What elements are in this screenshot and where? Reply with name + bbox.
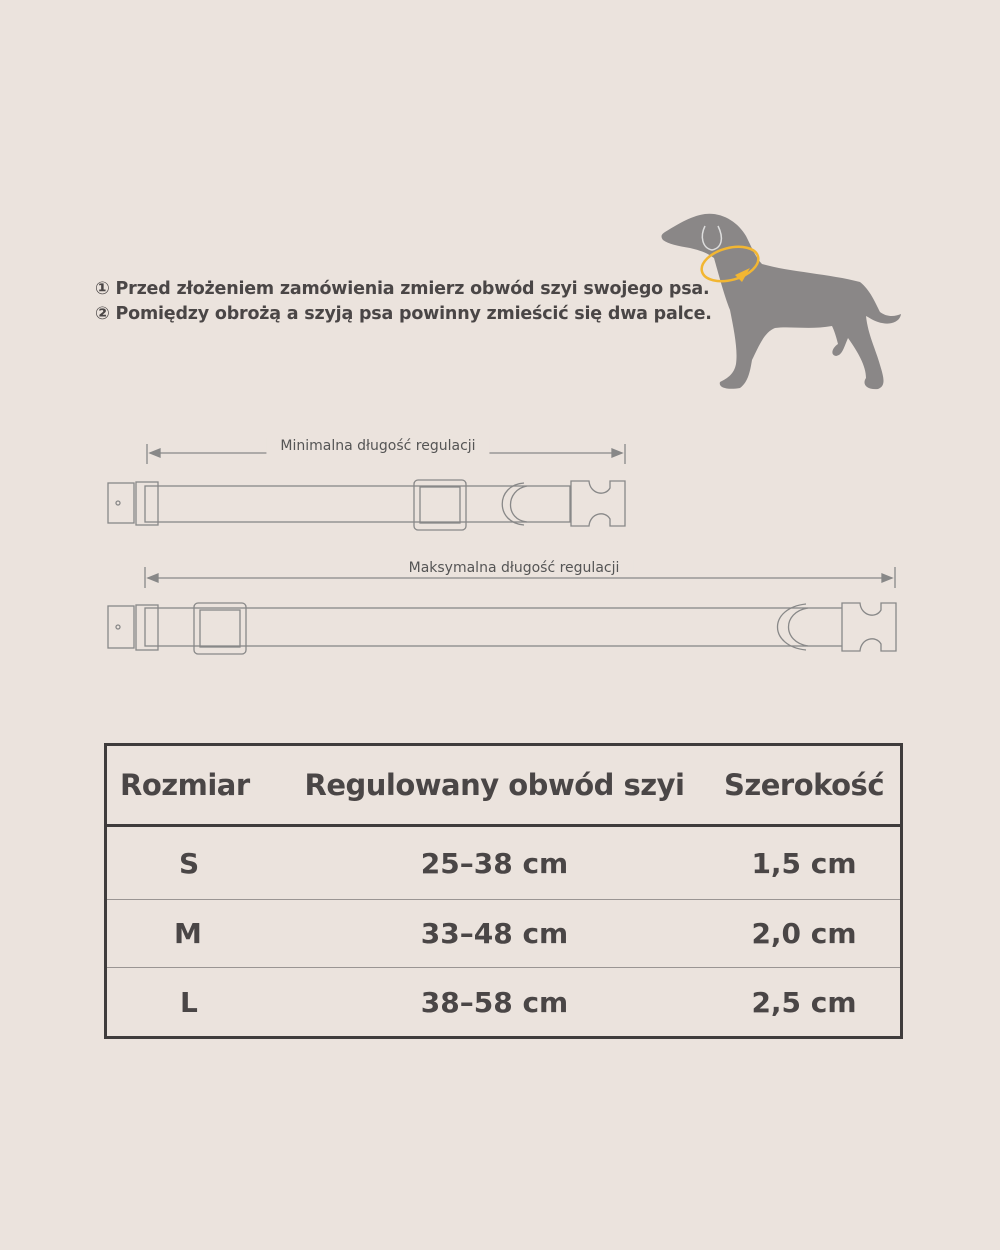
min-length-label: Minimalna długość regulacji — [266, 438, 489, 454]
table-row — [106, 826, 902, 900]
cell-neck: 33–48 cm — [281, 900, 708, 968]
cell-neck: 38–58 cm — [420, 985, 569, 1019]
table-row — [106, 968, 902, 1038]
instruction-2: ② Pomiędzy obrożą a szyją psa powinny zmieścić się dwa palce. — [95, 304, 712, 324]
table-header-row — [106, 745, 902, 826]
collar-max-diagram — [108, 567, 896, 654]
max-length-label: Maksymalna długość regulacji — [395, 560, 634, 576]
cell-width: 1,5 cm — [708, 826, 902, 900]
instruction-1: ① Przed złożeniem zamówienia zmierz obwód szyi swojego psa. — [95, 279, 710, 299]
header-size: Rozmiar — [106, 745, 282, 826]
cell-size: S — [106, 826, 282, 900]
cell-size: M — [106, 900, 282, 968]
size-table — [104, 743, 903, 1039]
collar-min-diagram — [108, 444, 625, 530]
header-neck: Regulowany obwód szyi — [281, 745, 708, 826]
cell-neck: 25–38 cm — [281, 826, 708, 900]
cell-size: L — [180, 985, 198, 1019]
table-row — [106, 900, 902, 968]
cell-width: 2,5 cm — [751, 985, 857, 1019]
cell-width: 2,0 cm — [708, 900, 902, 968]
header-width: Szerokość — [708, 745, 902, 826]
dog-illustration — [662, 214, 901, 389]
